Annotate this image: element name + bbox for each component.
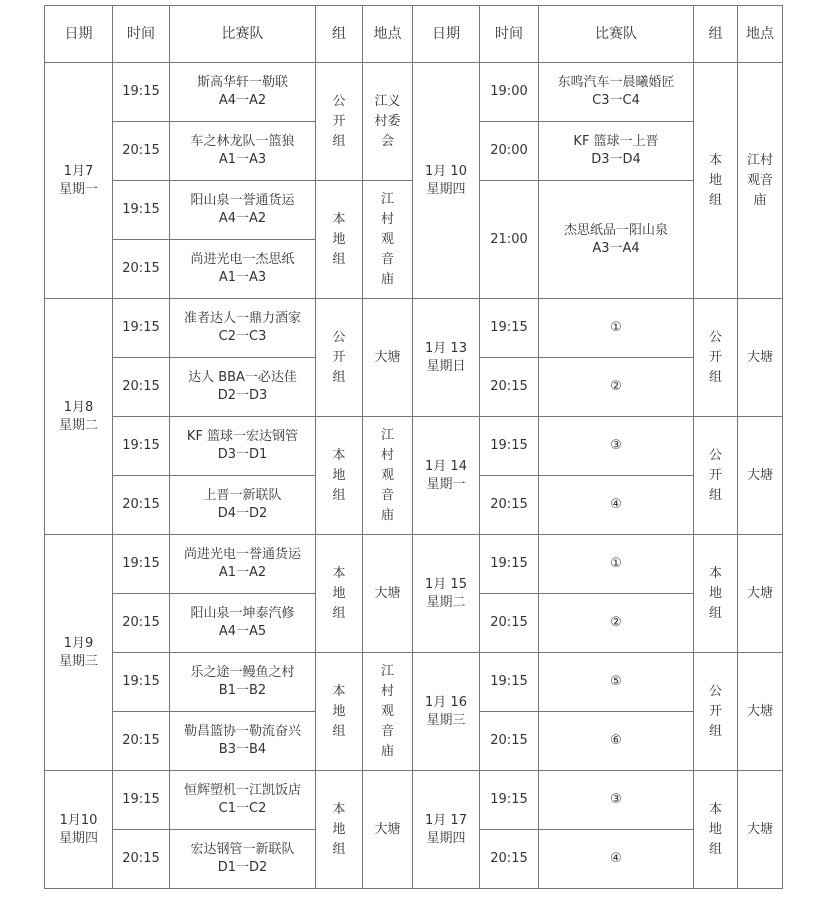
match-placeholder: ④ bbox=[539, 476, 694, 535]
day-date: 1月 10 bbox=[425, 163, 467, 179]
venue-cell bbox=[738, 63, 783, 299]
header-date-2: 日期 bbox=[413, 6, 480, 63]
match-teams: 恒辉塑机一江凯饭店 bbox=[183, 783, 301, 798]
day-cell bbox=[413, 299, 480, 417]
time-cell: 19:15 bbox=[113, 181, 170, 240]
group-label: 本地组 bbox=[708, 152, 722, 208]
venue-cell: 大塘 bbox=[738, 771, 783, 889]
match-placeholder: ② bbox=[539, 358, 694, 417]
match-teams: 阳山泉一坤泰汽修 bbox=[190, 606, 295, 621]
day-weekday: 星期四 bbox=[58, 830, 98, 846]
match-placeholder: ② bbox=[539, 594, 694, 653]
venue-cell: 大塘 bbox=[363, 299, 413, 417]
match-cell bbox=[170, 63, 316, 122]
match-teams: 达人 BBA一必达佳 bbox=[188, 370, 297, 385]
time-cell: 19:15 bbox=[113, 771, 170, 830]
day-weekday: 星期一 bbox=[426, 476, 466, 492]
match-teams: 斯高华轩一勒联 bbox=[196, 75, 288, 90]
match-placeholder: ① bbox=[539, 299, 694, 358]
venue-label: 江村观音庙 bbox=[380, 427, 394, 523]
venue-label: 江村观音庙 bbox=[746, 152, 773, 208]
header-venue-2: 地点 bbox=[738, 6, 783, 63]
time-cell: 20:15 bbox=[113, 122, 170, 181]
day-cell bbox=[45, 535, 113, 771]
day-weekday: 星期一 bbox=[58, 181, 98, 197]
day-cell bbox=[413, 417, 480, 535]
table-row bbox=[45, 653, 783, 712]
match-teams: KF 篮球一宏达钢管 bbox=[186, 429, 299, 444]
group-label: 本地组 bbox=[332, 683, 346, 739]
match-teams: 尚进光电一誉通货运 bbox=[183, 547, 301, 562]
day-date: 1月8 bbox=[63, 399, 94, 415]
table-row bbox=[45, 535, 783, 594]
header-time-2: 时间 bbox=[480, 6, 539, 63]
match-placeholder: ④ bbox=[539, 830, 694, 889]
match-code: D2一D3 bbox=[217, 388, 268, 403]
time-cell: 19:15 bbox=[480, 535, 539, 594]
venue-cell bbox=[363, 181, 413, 299]
day-weekday: 星期三 bbox=[58, 653, 98, 669]
time-cell: 20:15 bbox=[480, 712, 539, 771]
match-code: D1一D2 bbox=[217, 860, 268, 875]
day-date: 1月 17 bbox=[425, 812, 467, 828]
time-cell: 19:15 bbox=[113, 653, 170, 712]
header-group: 组 bbox=[316, 6, 363, 63]
match-code: A1一A2 bbox=[218, 565, 267, 580]
match-teams: 上晋一新联队 bbox=[203, 488, 282, 503]
match-teams: 勒昌篮协一勒流奋兴 bbox=[183, 724, 301, 739]
group-label: 公开组 bbox=[708, 683, 722, 739]
match-code: A1一A3 bbox=[218, 152, 267, 167]
group-cell bbox=[316, 417, 363, 535]
day-weekday: 星期日 bbox=[426, 358, 466, 374]
time-cell: 20:15 bbox=[480, 476, 539, 535]
time-cell: 20:00 bbox=[480, 122, 539, 181]
match-teams: 乐之途一鳗鱼之村 bbox=[190, 665, 295, 680]
match-code: C2一C3 bbox=[218, 329, 267, 344]
time-cell: 20:15 bbox=[480, 830, 539, 889]
day-date: 1月9 bbox=[63, 635, 94, 651]
day-cell bbox=[45, 299, 113, 535]
day-cell bbox=[45, 771, 113, 889]
header-teams: 比赛队 bbox=[170, 6, 316, 63]
match-cell bbox=[170, 181, 316, 240]
venue-label: 江义村委会 bbox=[374, 93, 401, 149]
time-cell: 19:00 bbox=[480, 63, 539, 122]
venue-cell bbox=[363, 417, 413, 535]
match-teams: 准者达人一鼎力酒家 bbox=[183, 311, 301, 326]
venue-cell: 大塘 bbox=[738, 653, 783, 771]
match-placeholder: ① bbox=[539, 535, 694, 594]
match-code: D3一D1 bbox=[217, 447, 268, 462]
group-label: 公开组 bbox=[332, 93, 346, 149]
group-label: 本地组 bbox=[332, 211, 346, 267]
match-cell bbox=[539, 181, 694, 299]
day-weekday: 星期四 bbox=[426, 830, 466, 846]
time-cell: 19:15 bbox=[480, 653, 539, 712]
venue-cell: 大塘 bbox=[363, 771, 413, 889]
table-row bbox=[45, 771, 783, 830]
time-cell: 19:15 bbox=[113, 417, 170, 476]
group-cell bbox=[316, 653, 363, 771]
group-label: 公开组 bbox=[708, 447, 722, 503]
match-code: A3一A4 bbox=[592, 240, 640, 256]
group-label: 本地组 bbox=[708, 565, 722, 621]
match-code: B1一B2 bbox=[218, 683, 267, 698]
header-date: 日期 bbox=[45, 6, 113, 63]
time-cell: 20:15 bbox=[113, 830, 170, 889]
match-teams: 杰思纸品一阳山泉 bbox=[563, 222, 668, 238]
match-placeholder: ⑤ bbox=[539, 653, 694, 712]
venue-label: 江村观音庙 bbox=[380, 191, 394, 287]
venue-label: 江村观音庙 bbox=[380, 663, 394, 759]
group-label: 本地组 bbox=[332, 565, 346, 621]
day-cell bbox=[413, 653, 480, 771]
match-cell bbox=[170, 535, 316, 594]
match-cell bbox=[170, 594, 316, 653]
match-code: D4一D2 bbox=[217, 506, 268, 521]
group-cell bbox=[316, 181, 363, 299]
match-teams: 阳山泉一誉通货运 bbox=[190, 193, 295, 208]
day-cell bbox=[413, 63, 480, 299]
day-weekday: 星期三 bbox=[426, 712, 466, 728]
header-teams-2: 比赛队 bbox=[539, 6, 694, 63]
time-cell: 20:15 bbox=[113, 358, 170, 417]
group-label: 本地组 bbox=[708, 801, 722, 857]
table-row bbox=[45, 63, 783, 122]
time-cell: 19:15 bbox=[113, 535, 170, 594]
match-code: B3一B4 bbox=[218, 742, 267, 757]
time-cell: 19:15 bbox=[480, 417, 539, 476]
match-cell bbox=[170, 771, 316, 830]
venue-cell: 大塘 bbox=[738, 299, 783, 417]
day-date: 1月10 bbox=[59, 812, 98, 828]
table-row bbox=[45, 299, 783, 358]
group-cell bbox=[316, 299, 363, 417]
group-label: 公开组 bbox=[332, 329, 346, 385]
group-cell bbox=[694, 299, 738, 417]
match-code: A4一A2 bbox=[218, 211, 267, 226]
match-placeholder: ③ bbox=[539, 417, 694, 476]
time-cell: 21:00 bbox=[480, 181, 539, 299]
match-cell bbox=[170, 122, 316, 181]
day-date: 1月 16 bbox=[425, 694, 467, 710]
venue-cell bbox=[363, 63, 413, 181]
venue-cell: 大塘 bbox=[738, 535, 783, 653]
day-cell bbox=[413, 535, 480, 653]
match-cell bbox=[170, 476, 316, 535]
day-cell bbox=[413, 771, 480, 889]
header-venue: 地点 bbox=[363, 6, 413, 63]
match-code: D3一D4 bbox=[591, 152, 641, 167]
table-row bbox=[45, 417, 783, 476]
match-placeholder: ③ bbox=[539, 771, 694, 830]
match-cell bbox=[170, 299, 316, 358]
time-cell: 20:15 bbox=[113, 240, 170, 299]
match-code: A4一A5 bbox=[218, 624, 267, 639]
match-teams: 尚进光电一杰思纸 bbox=[190, 252, 295, 267]
day-date: 1月 15 bbox=[425, 576, 467, 592]
match-cell bbox=[170, 830, 316, 889]
match-cell bbox=[170, 417, 316, 476]
group-label: 本地组 bbox=[332, 801, 346, 857]
group-cell bbox=[316, 535, 363, 653]
match-code: A4一A2 bbox=[218, 93, 267, 108]
time-cell: 19:15 bbox=[480, 771, 539, 830]
match-cell bbox=[539, 122, 694, 181]
group-label: 公开组 bbox=[708, 329, 722, 385]
match-code: A1一A3 bbox=[218, 270, 267, 285]
match-placeholder: ⑥ bbox=[539, 712, 694, 771]
header-group-2: 组 bbox=[694, 6, 738, 63]
group-cell bbox=[694, 63, 738, 299]
group-cell bbox=[316, 771, 363, 889]
venue-cell: 大塘 bbox=[363, 535, 413, 653]
group-cell bbox=[694, 771, 738, 889]
match-teams: 车之林龙队一篮狼 bbox=[190, 134, 295, 149]
group-cell bbox=[694, 653, 738, 771]
match-cell bbox=[170, 240, 316, 299]
day-weekday: 星期四 bbox=[426, 181, 466, 197]
time-cell: 20:15 bbox=[113, 712, 170, 771]
day-weekday: 星期二 bbox=[426, 594, 466, 610]
group-label: 本地组 bbox=[332, 447, 346, 503]
day-date: 1月 13 bbox=[425, 340, 467, 356]
match-cell bbox=[539, 63, 694, 122]
day-weekday: 星期二 bbox=[58, 417, 98, 433]
match-cell bbox=[170, 358, 316, 417]
match-teams: 东鸣汽车一晨曦婚匠 bbox=[557, 75, 675, 90]
match-teams: 宏达钢管一新联队 bbox=[190, 842, 295, 857]
time-cell: 20:15 bbox=[480, 358, 539, 417]
group-cell bbox=[316, 63, 363, 181]
time-cell: 20:15 bbox=[113, 594, 170, 653]
schedule-table bbox=[44, 5, 783, 889]
match-cell bbox=[170, 653, 316, 712]
time-cell: 19:15 bbox=[113, 63, 170, 122]
time-cell: 19:15 bbox=[113, 299, 170, 358]
group-cell bbox=[694, 535, 738, 653]
match-teams: KF 篮球一上晋 bbox=[573, 134, 659, 149]
group-cell bbox=[694, 417, 738, 535]
day-date: 1月7 bbox=[63, 163, 94, 179]
day-date: 1月 14 bbox=[425, 458, 467, 474]
venue-cell: 大塘 bbox=[738, 417, 783, 535]
match-code: C1一C2 bbox=[218, 801, 267, 816]
match-code: C3一C4 bbox=[592, 93, 640, 108]
day-cell bbox=[45, 63, 113, 299]
header-time: 时间 bbox=[113, 6, 170, 63]
time-cell: 19:15 bbox=[480, 299, 539, 358]
header-row bbox=[45, 6, 783, 63]
time-cell: 20:15 bbox=[480, 594, 539, 653]
time-cell: 20:15 bbox=[113, 476, 170, 535]
match-cell bbox=[170, 712, 316, 771]
venue-cell bbox=[363, 653, 413, 771]
